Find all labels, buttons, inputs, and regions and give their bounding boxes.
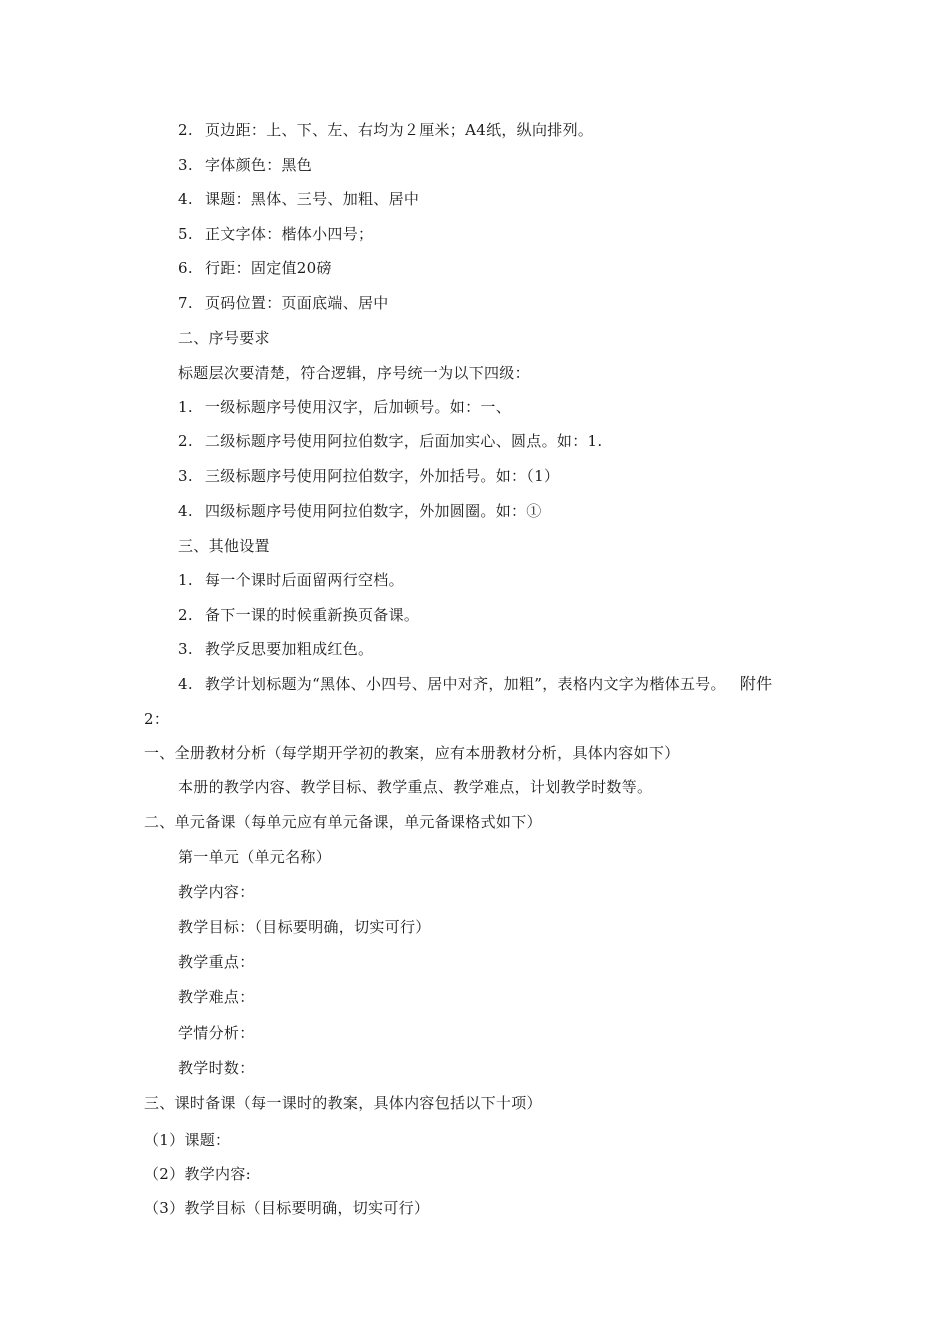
- section3-heading: 三、课时备课（每一课时的教案，具体内容包括以下十项）: [144, 1094, 542, 1112]
- format-item: 2. 页边距：上、下、左、右均为２厘米；A4纸，纵向排列。: [178, 121, 594, 139]
- format-item: 4. 课题：黑体、三号、加粗、居中: [178, 190, 420, 208]
- format-item: 7. 页码位置：页面底端、居中: [178, 294, 389, 312]
- numbering-heading: 二、序号要求: [178, 329, 270, 347]
- section2-heading: 二、单元备课（每单元应有单元备课，单元备课格式如下）: [144, 813, 542, 831]
- attachment-label: 附件: [739, 674, 773, 693]
- numbering-intro: 标题层次要清楚，符合逻辑，序号统一为以下四级：: [178, 364, 530, 382]
- numbering-item: 2. 二级标题序号使用阿拉伯数字，后面加实心、圆点。如：1.: [178, 432, 603, 450]
- section1-body: 本册的教学内容、教学目标、教学重点、教学难点，计划教学时数等。: [178, 778, 653, 796]
- other-item: 2. 备下一课的时候重新换页备课。: [178, 606, 420, 624]
- section3-item: （1）课题：: [144, 1131, 231, 1149]
- section2-line: 学情分析：: [178, 1024, 255, 1042]
- section1-heading: 一、全册教材分析（每学期开学初的教案，应有本册教材分析，具体内容如下）: [144, 744, 680, 762]
- numbering-item: 1. 一级标题序号使用汉字，后加顿号。如：一、: [178, 398, 512, 416]
- attachment-number: 2：: [144, 710, 170, 728]
- section2-line: 教学难点：: [178, 988, 255, 1006]
- numbering-item: 4. 四级标题序号使用阿拉伯数字，外加圆圈。如：①: [178, 502, 542, 520]
- section2-line: 第一单元（单元名称）: [178, 848, 332, 866]
- section3-item: （2）教学内容:: [144, 1165, 251, 1183]
- section3-item: （3）教学目标（目标要明确，切实可行）: [144, 1199, 430, 1217]
- format-item: 5. 正文字体：楷体小四号；: [178, 225, 374, 243]
- other-item: 1. 每一个课时后面留两行空档。: [178, 571, 404, 589]
- section2-line: 教学目标：（目标要明确，切实可行）: [178, 918, 431, 936]
- section2-line: 教学内容：: [178, 883, 255, 901]
- numbering-item: 3. 三级标题序号使用阿拉伯数字，外加括号。如：（1）: [178, 467, 560, 485]
- section2-line: 教学时数：: [178, 1059, 255, 1077]
- other-heading: 三、其他设置: [178, 537, 270, 555]
- section2-line: 教学重点：: [178, 953, 255, 971]
- format-item: 3. 字体颜色：黑色: [178, 156, 313, 174]
- other-item: 4. 教学计划标题为“黑体、小四号、居中对齐，加粗”，表格内文字为楷体五号。 附件: [178, 674, 773, 693]
- other-item: 3. 教学反思要加粗成红色。: [178, 640, 374, 658]
- format-item: 6. 行距：固定值20磅: [178, 259, 332, 277]
